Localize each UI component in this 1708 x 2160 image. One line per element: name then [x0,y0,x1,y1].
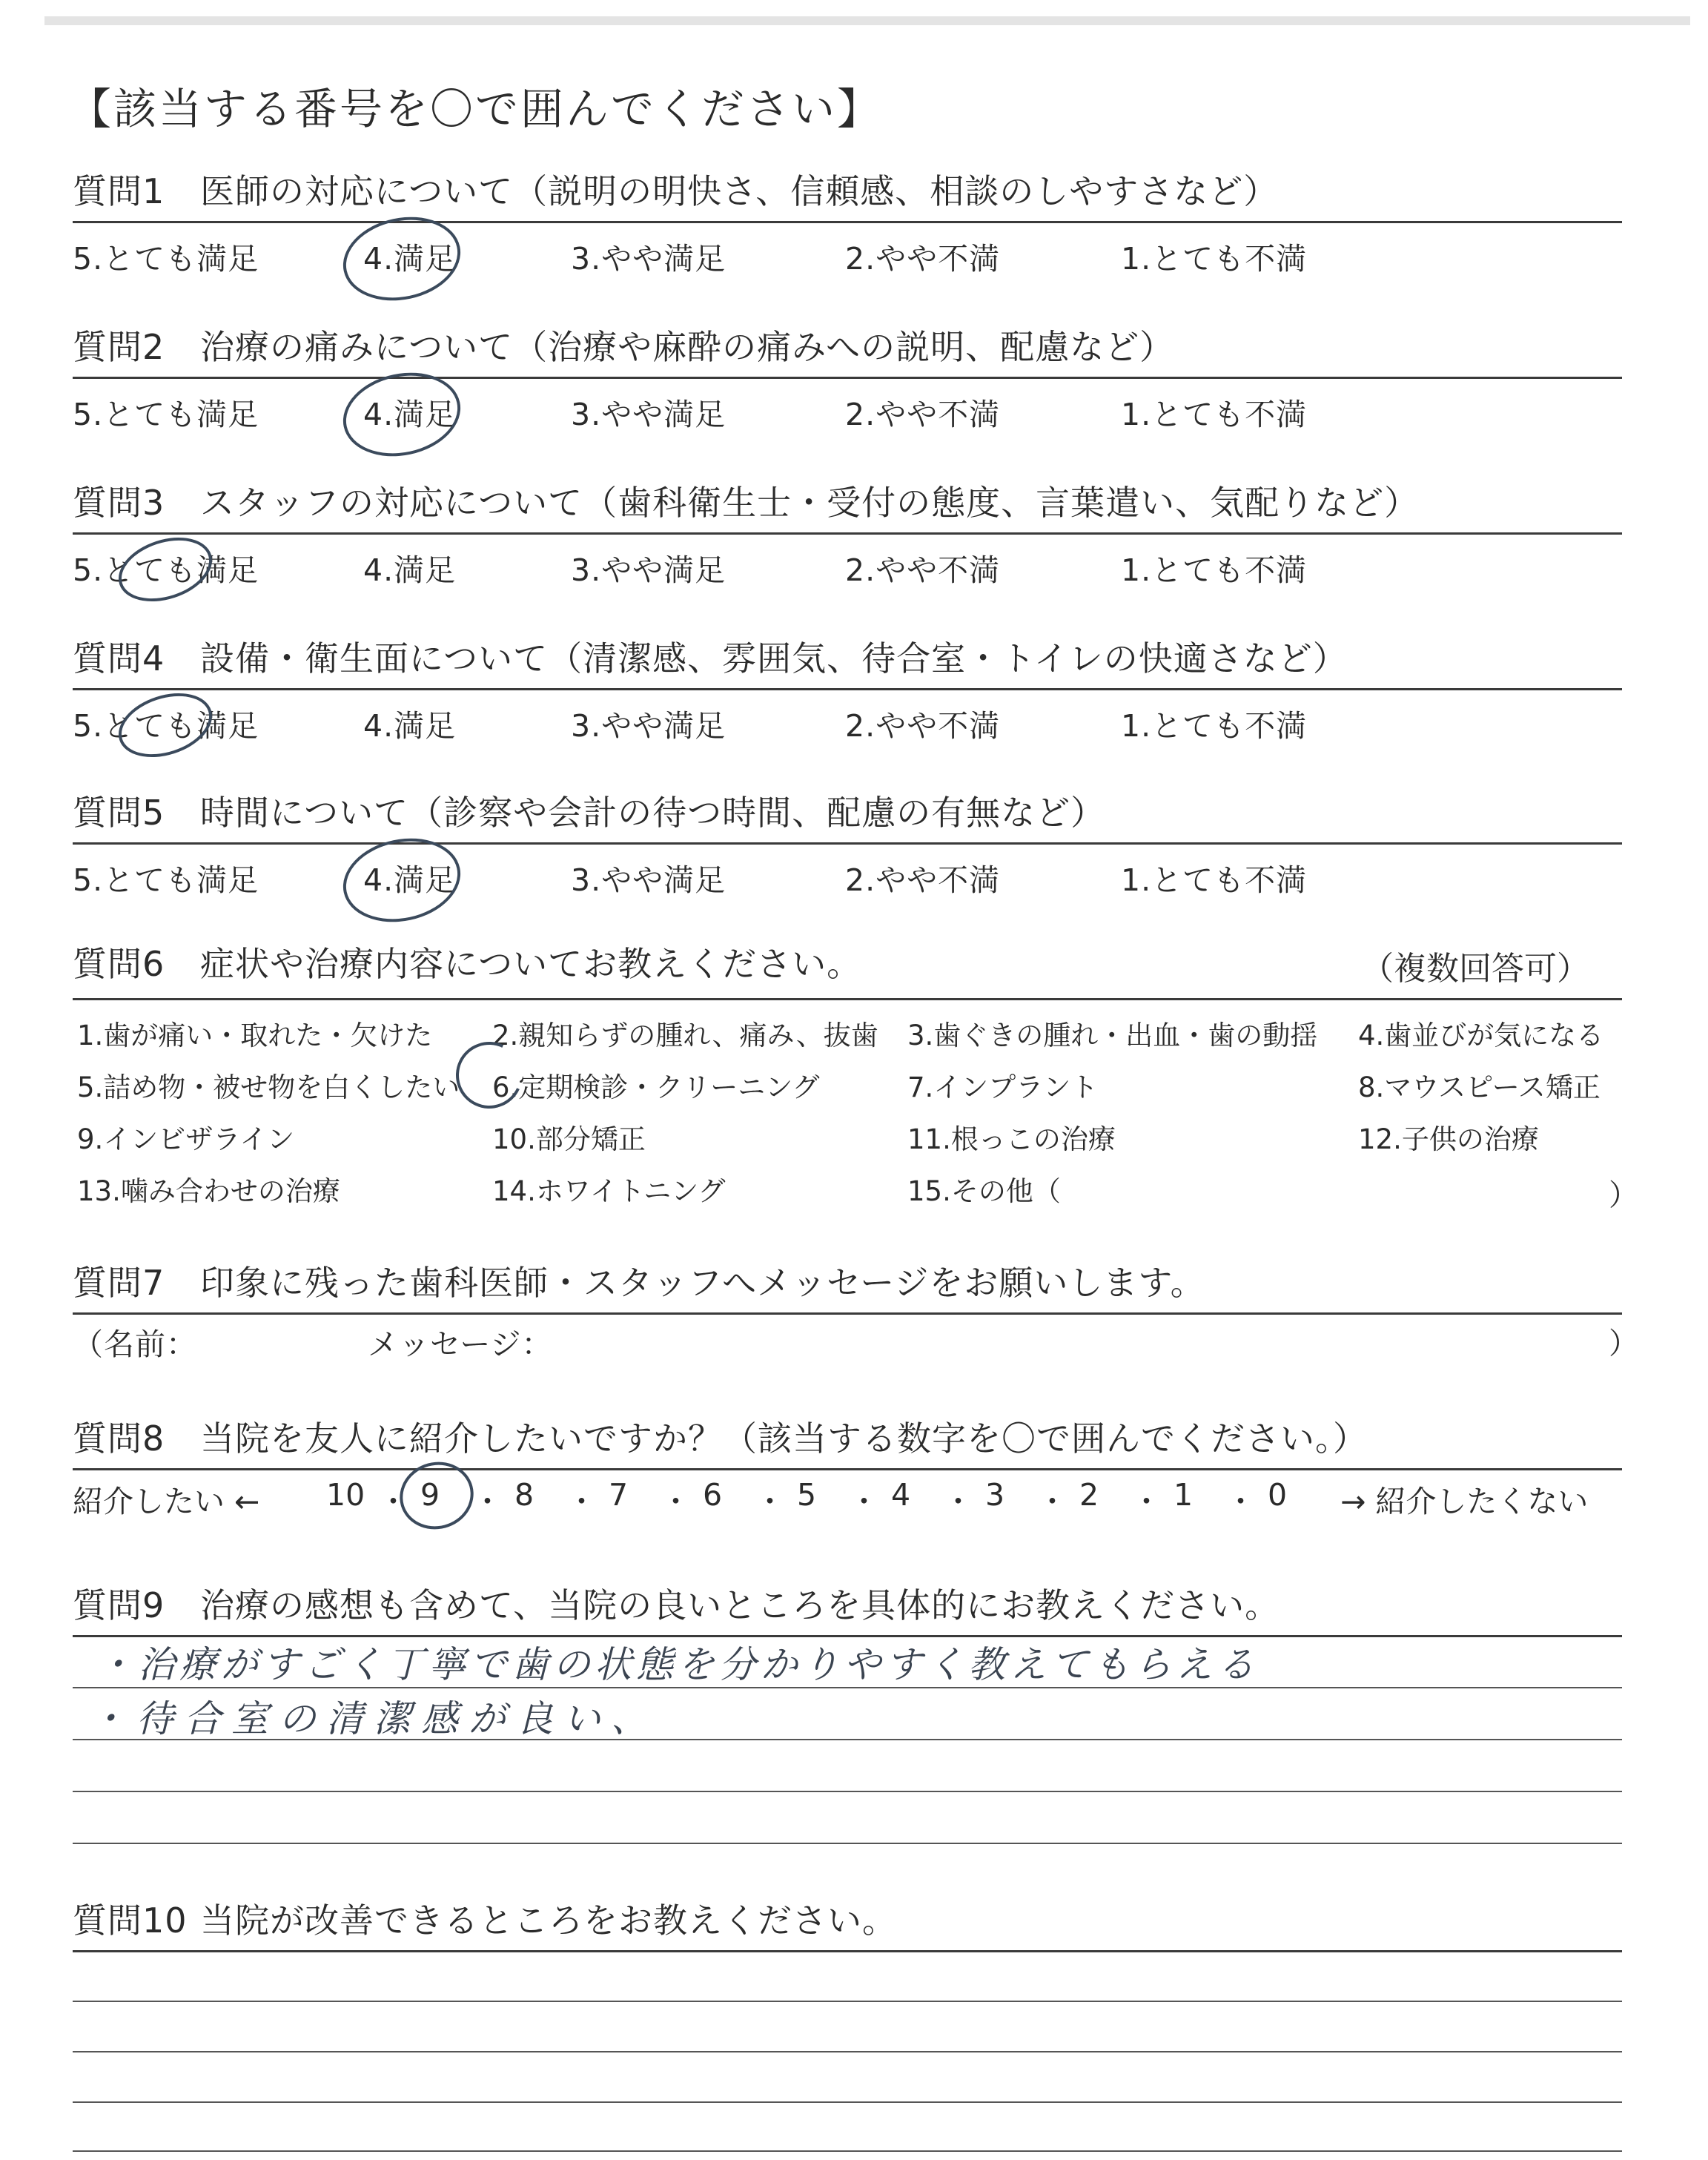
scale-9[interactable]: 9 [420,1477,440,1513]
question-text: 印象に残った歯科医師・スタッフへメッセージをお願いします。 [200,1263,1205,1303]
scale-separator: ・ [661,1484,691,1519]
symptom-option-11[interactable]: 11.根っこの治療 [907,1123,1116,1155]
question-rule [73,998,1622,1000]
question-1 [73,169,1622,214]
question-number: 質問9 [73,1585,165,1625]
question-rule [73,377,1622,379]
question-4 [73,636,1622,681]
question-text: 時間について（診察や会計の待つ時間、配慮の有無など） [200,793,1106,833]
question-rule [73,1468,1622,1470]
option-5[interactable]: 5.とても満足 [73,708,259,744]
scale-separator: ・ [1037,1484,1068,1519]
other-close-paren: ） [1609,1178,1638,1212]
answer-line [73,2051,1622,2052]
scale-separator: ・ [849,1484,879,1519]
option-4[interactable]: 4.満足 [363,708,457,744]
question-rule [73,532,1622,535]
option-3[interactable]: 3.やや満足 [571,552,726,588]
symptom-option-14[interactable]: 14.ホワイトニング [492,1175,726,1207]
scale-separator: ・ [755,1484,785,1519]
question-text: 医師の対応について（説明の明快さ、信頼感、相談のしやすさなど） [200,171,1279,211]
scale-separator: ・ [472,1484,503,1519]
scale-2[interactable]: 2 [1079,1477,1099,1513]
symptom-option-1[interactable]: 1.歯が痛い・取れた・欠けた [77,1020,433,1051]
question-rule [73,221,1622,223]
question-number: 質問5 [73,793,165,833]
option-3[interactable]: 3.やや満足 [571,708,726,744]
selection-circle [392,1454,481,1538]
question-rule [73,842,1622,845]
symptom-option-6[interactable]: 6.定期検診・クリーニング [492,1071,820,1103]
question-rule [73,1312,1622,1315]
selection-circle [110,682,220,768]
scale-10[interactable]: 10 [326,1477,365,1513]
question-number: 質問7 [73,1263,165,1303]
symptom-option-7[interactable]: 7.インプラント [907,1071,1099,1103]
option-5[interactable]: 5.とても満足 [73,397,259,432]
option-3[interactable]: 3.やや満足 [571,241,726,277]
answer-line [73,2001,1622,2002]
symptom-option-9[interactable]: 9.インビザライン [77,1123,295,1155]
question-number: 質問10 [73,1900,188,1941]
question-text: 当院を友人に紹介したいですか？（該当する数字を〇で囲んでください。） [200,1418,1368,1459]
recommend-right-label: → 紹介したくない [1340,1484,1589,1519]
option-5[interactable]: 5.とても満足 [73,862,259,898]
option-2[interactable]: 2.やや不満 [845,552,1001,588]
question-number: 質問6 [73,944,165,984]
answer-line [73,2150,1622,2152]
form-header: 【該当する番号を〇で囲んでください】 [68,84,883,134]
question-text: 症状や治療内容についてお教えください。 [200,944,862,984]
selection-circle [110,526,220,612]
recommend-left-label: 紹介したい ← [73,1484,260,1519]
question-number: 質問4 [73,638,165,678]
symptom-option-2[interactable]: 2.親知らずの腫れ、痛み、抜歯 [492,1020,878,1051]
scale-5[interactable]: 5 [797,1477,817,1513]
symptom-option-3[interactable]: 3.歯ぐきの腫れ・出血・歯の動揺 [907,1020,1318,1051]
scale-7[interactable]: 7 [609,1477,629,1513]
question-number: 質問2 [73,327,165,367]
option-2[interactable]: 2.やや不満 [845,241,1001,277]
symptom-option-12[interactable]: 12.子供の治療 [1358,1123,1539,1155]
scale-separator: ・ [378,1484,408,1519]
question-text: 治療の感想も含めて、当院の良いところを具体的にお教えください。 [200,1585,1280,1625]
symptom-option-4[interactable]: 4.歯並びが気になる [1358,1020,1604,1051]
option-1[interactable]: 1.とても不満 [1121,397,1308,432]
handwritten-answer-2: ・待合室の清潔感が良い、 [89,1697,658,1740]
option-5[interactable]: 5.とても満足 [73,241,259,277]
option-3[interactable]: 3.やや満足 [571,397,726,432]
scale-separator: ・ [566,1484,597,1519]
symptom-option-8[interactable]: 8.マウスピース矯正 [1358,1071,1601,1103]
option-2[interactable]: 2.やや不満 [845,708,1001,744]
scale-3[interactable]: 3 [985,1477,1005,1513]
question-2 [73,325,1622,369]
question-9 [73,1583,1622,1628]
symptom-option-5[interactable]: 5.詰め物・被せ物を白くしたい [77,1071,460,1103]
scale-6[interactable]: 6 [703,1477,723,1513]
option-4[interactable]: 4.満足 [363,241,457,277]
option-1[interactable]: 1.とても不満 [1121,552,1308,588]
option-2[interactable]: 2.やや不満 [845,862,1001,898]
handwritten-answer-1: ・治療がすごく丁寧で歯の状態を分かりやすく教えてもらえる [96,1643,1259,1686]
message-label: メッセージ： [368,1327,553,1362]
question-3 [73,480,1622,525]
question-10 [73,1898,1622,1943]
question-number: 質問1 [73,171,165,211]
answer-line [73,1843,1622,1844]
option-4[interactable]: 4.満足 [363,397,457,432]
question-text: スタッフの対応について（歯科衛生士・受付の態度、言葉遣い、気配りなど） [200,483,1420,523]
option-1[interactable]: 1.とても不満 [1121,862,1308,898]
question-7 [73,1261,1622,1305]
multiple-answers-note: （複数回答可） [1361,950,1589,988]
option-1[interactable]: 1.とても不満 [1121,241,1308,277]
scale-separator: ・ [1131,1484,1162,1519]
option-4[interactable]: 4.満足 [363,552,457,588]
symptom-option-15[interactable]: 15.その他（ [907,1175,1061,1207]
symptom-option-13[interactable]: 13.噛み合わせの治療 [77,1175,340,1207]
option-2[interactable]: 2.やや不満 [845,397,1001,432]
question-number: 質問3 [73,483,165,523]
symptom-option-10[interactable]: 10.部分矯正 [492,1123,646,1155]
name-label: （名前： [73,1327,197,1362]
option-5[interactable]: 5.とても満足 [73,552,259,588]
question-5 [73,790,1622,835]
scan-edge [44,16,1690,25]
scale-1[interactable]: 1 [1174,1477,1194,1513]
question-8 [73,1416,1622,1461]
scale-8[interactable]: 8 [514,1477,534,1513]
option-1[interactable]: 1.とても不満 [1121,708,1308,744]
message-close-paren: ） [1609,1327,1638,1361]
question-number: 質問8 [73,1418,165,1459]
answer-line [73,1791,1622,1792]
scale-0[interactable]: 0 [1268,1477,1288,1513]
answer-line [73,1950,1622,1952]
answer-line [73,2101,1622,2103]
question-text: 治療の痛みについて（治療や麻酔の痛みへの説明、配慮など） [200,327,1175,367]
option-4[interactable]: 4.満足 [363,862,457,898]
question-text: 設備・衛生面について（清潔感、雰囲気、待合室・トイレの快適さなど） [200,638,1348,678]
option-3[interactable]: 3.やや満足 [571,862,726,898]
question-rule [73,688,1622,690]
scale-separator: ・ [1225,1484,1256,1519]
scale-separator: ・ [943,1484,973,1519]
scale-4[interactable]: 4 [891,1477,911,1513]
question-text: 当院が改善できるところをお教えください。 [200,1900,897,1941]
